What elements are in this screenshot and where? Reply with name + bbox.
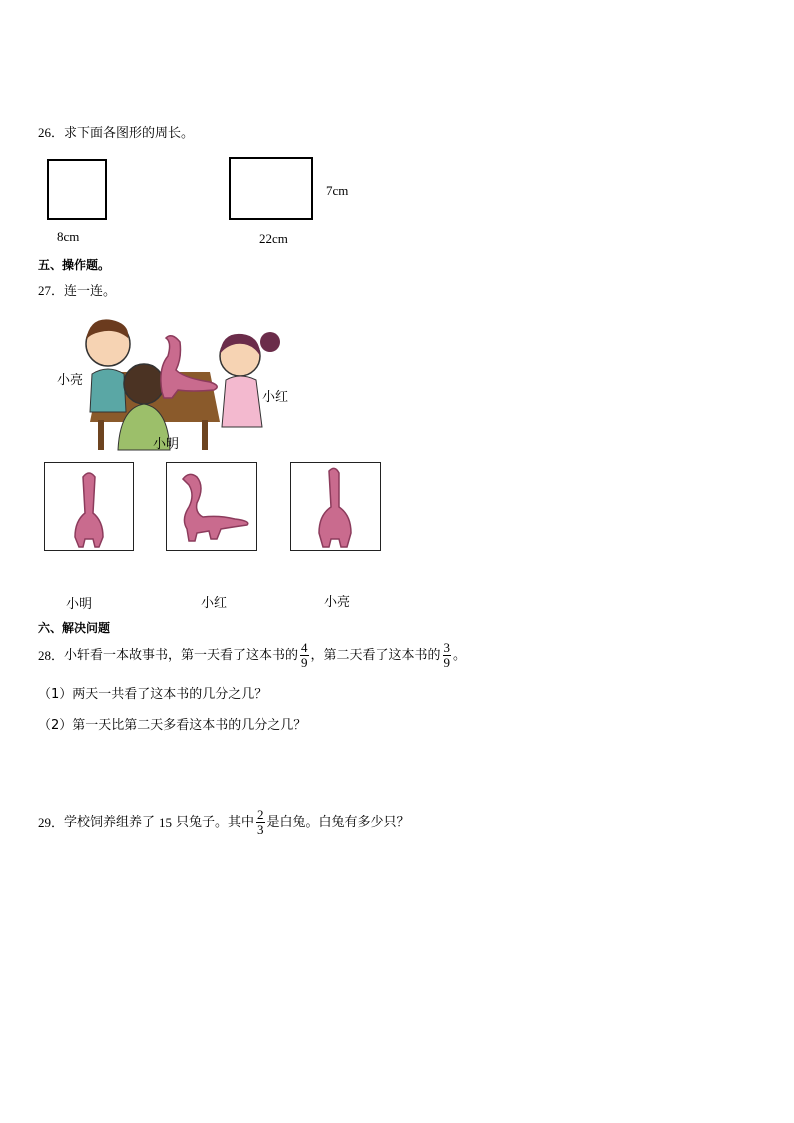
q29-frac-denominator: 3 [257, 822, 264, 837]
q26-text: 求下面各图形的周长。 [64, 126, 195, 141]
dino-view-front[interactable] [44, 462, 134, 551]
q28-text-b: ，第二天看了这本书的 [310, 647, 441, 663]
q26-number: 26． [38, 125, 65, 140]
table-leg-left [98, 420, 104, 450]
answer-label-3: 小亮 [324, 595, 351, 610]
q29-text-c: 是白兔。白兔有多少只？ [266, 814, 410, 830]
dinosaur-back-view-icon [291, 463, 380, 550]
q28-text-c: 。 [453, 647, 467, 663]
rectangle-height-label: 7cm [326, 183, 349, 198]
dinosaur-side-view-icon [167, 463, 256, 550]
q29-number: 29． [38, 814, 65, 830]
girl-ponytail [260, 332, 280, 352]
dinosaur-toy [161, 336, 217, 398]
rectangle-width-label: 22cm [259, 231, 288, 246]
q28-frac1-numerator: 4 [301, 640, 308, 655]
dinosaur-front-view-icon [45, 463, 133, 550]
q28-frac2-denominator: 9 [443, 655, 451, 670]
square-side-label: 8cm [57, 229, 80, 244]
square-shape [47, 159, 107, 220]
q28-fraction-1 [300, 641, 309, 670]
q26-line [38, 124, 194, 143]
q28-text-a: 小轩看一本故事书，第一天看了这本书的 [64, 647, 299, 663]
scene-label-xiaohong: 小红 [262, 390, 289, 405]
q28-number: 28． [38, 647, 65, 663]
boy-front-head [124, 364, 164, 404]
q29-text-b: 只兔子。其中 [176, 814, 255, 830]
table-leg-right [202, 420, 208, 450]
dino-view-back[interactable] [290, 462, 381, 551]
section-6-title: 六、解决问题 [38, 621, 111, 635]
scene-label-xiaoming: 小明 [153, 437, 180, 452]
girl-dress [222, 376, 262, 427]
q27-text: 连一连。 [64, 284, 117, 299]
q29-frac-numerator: 2 [257, 807, 264, 822]
q29-text-a: 学校饲养组养了 [64, 814, 156, 830]
scene-label-xiaoliang: 小亮 [57, 373, 84, 388]
dino-view-side[interactable] [166, 462, 257, 551]
boy-left-shirt [90, 369, 126, 412]
section-5-title: 五、操作题。 [38, 258, 111, 272]
answer-label-1: 小明 [66, 597, 93, 612]
q29-count: 15 [159, 814, 173, 830]
rectangle-shape [229, 157, 313, 220]
q27-number: 27． [38, 283, 65, 298]
answer-label-2: 小红 [201, 596, 228, 611]
q29-line [38, 808, 410, 837]
q28-frac2-numerator: 3 [443, 640, 451, 655]
q27-line [38, 282, 116, 301]
q28-sub2: （2）第一天比第二天多看这本书的几分之几？ [38, 718, 307, 733]
q28-line [38, 641, 466, 670]
children-dinosaur-scene [60, 312, 290, 452]
q28-fraction-2 [443, 641, 452, 670]
q28-sub1: （1）两天一共看了这本书的几分之几？ [38, 687, 268, 702]
q29-fraction [256, 808, 265, 837]
q28-frac1-denominator: 9 [301, 655, 308, 670]
